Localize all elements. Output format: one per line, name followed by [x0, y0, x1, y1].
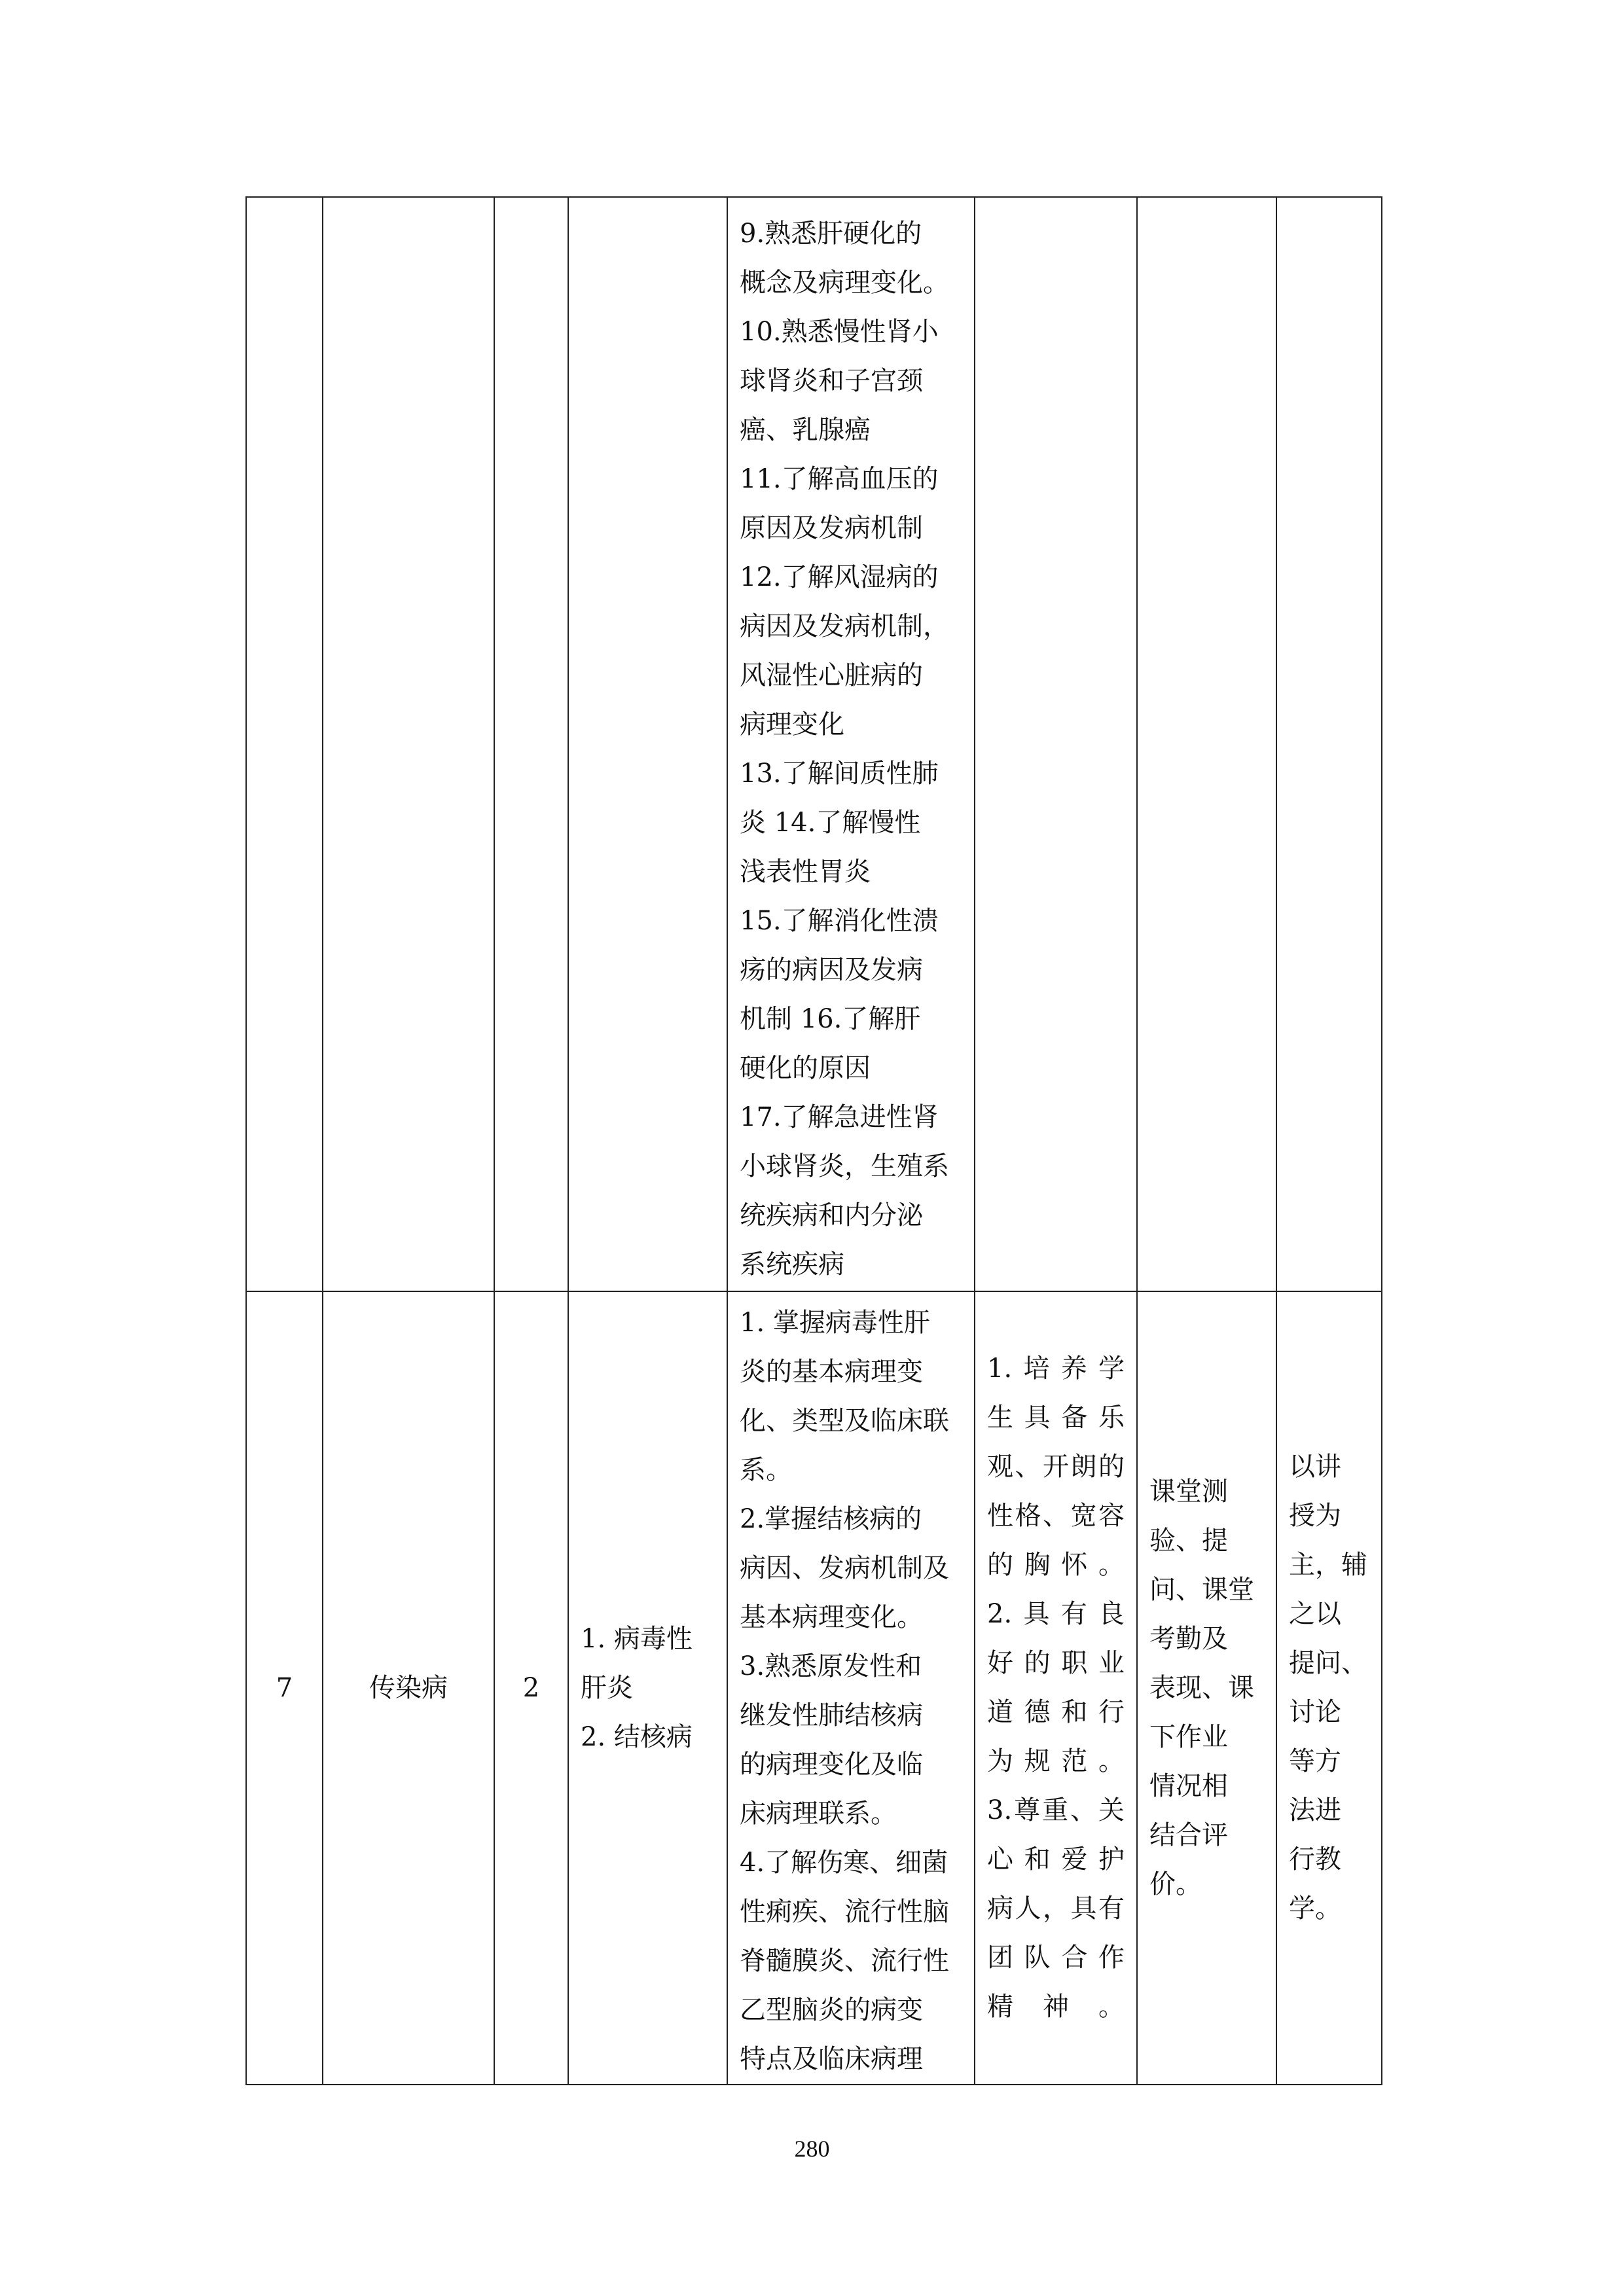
cell-line: 10.熟悉慢性肾小	[740, 317, 939, 347]
cell-line: 3.熟悉原发性和	[740, 1651, 922, 1681]
cell-line: 验、提	[1149, 1525, 1228, 1556]
cell-line: 结合评	[1149, 1820, 1228, 1850]
cell-line: 2.具有良	[987, 1599, 1125, 1629]
cell-line: 1.培养学	[987, 1354, 1125, 1384]
cell-line: 癌、乳腺癌	[740, 415, 871, 445]
cell-line: 统疾病和内分泌	[740, 1200, 923, 1230]
table-row	[246, 1291, 1382, 2085]
page-number: 280	[794, 2136, 830, 2162]
cell-line: 学。	[1289, 1893, 1341, 1924]
cell-line: 1. 病毒性	[581, 1623, 693, 1654]
assessment-cell	[1137, 1291, 1276, 2085]
cell-line: 讨论	[1289, 1697, 1341, 1727]
objectives-cell	[727, 197, 975, 1291]
cell-line: 机制 16.了解肝	[740, 1004, 921, 1034]
module-cell	[323, 197, 494, 1291]
assessment-cell	[1137, 197, 1276, 1291]
ideology-cell	[975, 197, 1137, 1291]
cell-line: 病因、发病机制及	[740, 1553, 949, 1583]
cell-line: 17.了解急进性肾	[740, 1102, 939, 1132]
method-cell	[1276, 1291, 1382, 2085]
objectives-cell	[727, 1291, 975, 2085]
module-cell	[323, 1291, 494, 2085]
cell-line: 系。	[740, 1455, 792, 1485]
cell-line: 乙型脑炎的病变	[740, 1995, 923, 2025]
hours-value: 2	[522, 1672, 540, 1703]
cell-line: 2.掌握结核病的	[740, 1504, 922, 1534]
table-row	[246, 197, 1382, 1291]
cell-line: 行教	[1289, 1844, 1341, 1874]
cell-line: 硬化的原因	[740, 1053, 871, 1083]
cell-line: 情况相	[1149, 1770, 1228, 1801]
cell-line: 概念及病理变化。	[740, 268, 949, 298]
cell-line: 病因及发病机制，	[740, 611, 949, 641]
cell-line: 脊髓膜炎、流行性	[740, 1946, 949, 1976]
cell-line: 小球肾炎，生殖系	[740, 1151, 949, 1181]
cell-line: 系统疾病	[740, 1249, 844, 1280]
cell-line: 1. 掌握病毒性肝	[740, 1308, 930, 1338]
cell-line: 化、类型及临床联	[740, 1406, 949, 1436]
cell-line: 病理变化	[740, 709, 844, 740]
cell-line: 9.熟悉肝硬化的	[740, 219, 922, 249]
curriculum-table	[245, 196, 1382, 2085]
cell-line: 授为	[1289, 1501, 1341, 1531]
hours-cell	[494, 197, 568, 1291]
cell-line: 3.尊重、关	[987, 1795, 1125, 1825]
cell-line: 下作业	[1149, 1721, 1228, 1752]
cell-line: 等方	[1289, 1746, 1341, 1776]
hours-cell	[494, 1291, 568, 2085]
cell-line: 考勤及	[1149, 1623, 1228, 1654]
cell-line: 好的职业	[987, 1648, 1125, 1678]
cell-line: 11.了解高血压的	[740, 464, 939, 494]
cell-line: 4.了解伤寒、细菌	[740, 1848, 948, 1878]
content-cell	[568, 1291, 727, 2085]
module-name: 传染病	[369, 1672, 448, 1703]
cell-line: 的病理变化及临	[740, 1749, 923, 1780]
content-cell	[568, 197, 727, 1291]
cell-line: 疡的病因及发病	[740, 955, 923, 985]
cell-line: 道德和行	[987, 1697, 1125, 1727]
cell-line: 的胸怀。	[987, 1550, 1125, 1580]
cell-line: 主，辅	[1289, 1550, 1367, 1580]
cell-line: 13.了解间质性肺	[740, 759, 939, 789]
cell-line: 15.了解消化性溃	[740, 906, 939, 936]
cell-line: 精神。	[987, 1992, 1125, 2022]
cell-line: 肝炎	[581, 1672, 633, 1703]
cell-line: 价。	[1149, 1869, 1202, 1899]
cell-line: 观、开朗的	[987, 1452, 1125, 1482]
cell-line: 病人，具有	[987, 1893, 1125, 1924]
number-cell	[246, 197, 323, 1291]
cell-line: 床病理联系。	[740, 1799, 897, 1829]
cell-line: 心和爱护	[987, 1844, 1125, 1874]
cell-line: 炎的基本病理变	[740, 1357, 923, 1387]
cell-line: 原因及发病机制	[740, 513, 923, 543]
method-cell	[1276, 197, 1382, 1291]
cell-line: 炎 14.了解慢性	[740, 808, 921, 838]
cell-line: 特点及临床病理	[740, 2044, 923, 2074]
number-cell	[246, 1291, 323, 2085]
cell-line: 表现、课	[1149, 1672, 1254, 1703]
cell-line: 球肾炎和子宫颈	[740, 366, 923, 396]
row-number: 7	[276, 1672, 293, 1703]
cell-line: 性痢疾、流行性脑	[740, 1897, 949, 1927]
cell-line: 问、课堂	[1149, 1574, 1254, 1605]
cell-line: 风湿性心脏病的	[740, 660, 923, 691]
cell-line: 浅表性胃炎	[740, 857, 871, 887]
cell-line: 法进	[1289, 1795, 1341, 1825]
cell-line: 团队合作	[987, 1943, 1125, 1973]
cell-line: 提问、	[1289, 1648, 1367, 1678]
cell-line: 以讲	[1289, 1452, 1341, 1482]
cell-line: 性格、宽容	[987, 1501, 1125, 1531]
cell-line: 继发性肺结核病	[740, 1700, 923, 1731]
ideology-cell	[975, 1291, 1137, 2085]
cell-line: 生具备乐	[987, 1403, 1125, 1433]
cell-line: 课堂测	[1149, 1476, 1228, 1507]
cell-line: 12.了解风湿病的	[740, 562, 939, 592]
cell-line: 为规范。	[987, 1746, 1125, 1776]
cell-line: 之以	[1289, 1599, 1341, 1629]
cell-line: 基本病理变化。	[740, 1602, 923, 1632]
cell-line: 2. 结核病	[581, 1721, 693, 1752]
